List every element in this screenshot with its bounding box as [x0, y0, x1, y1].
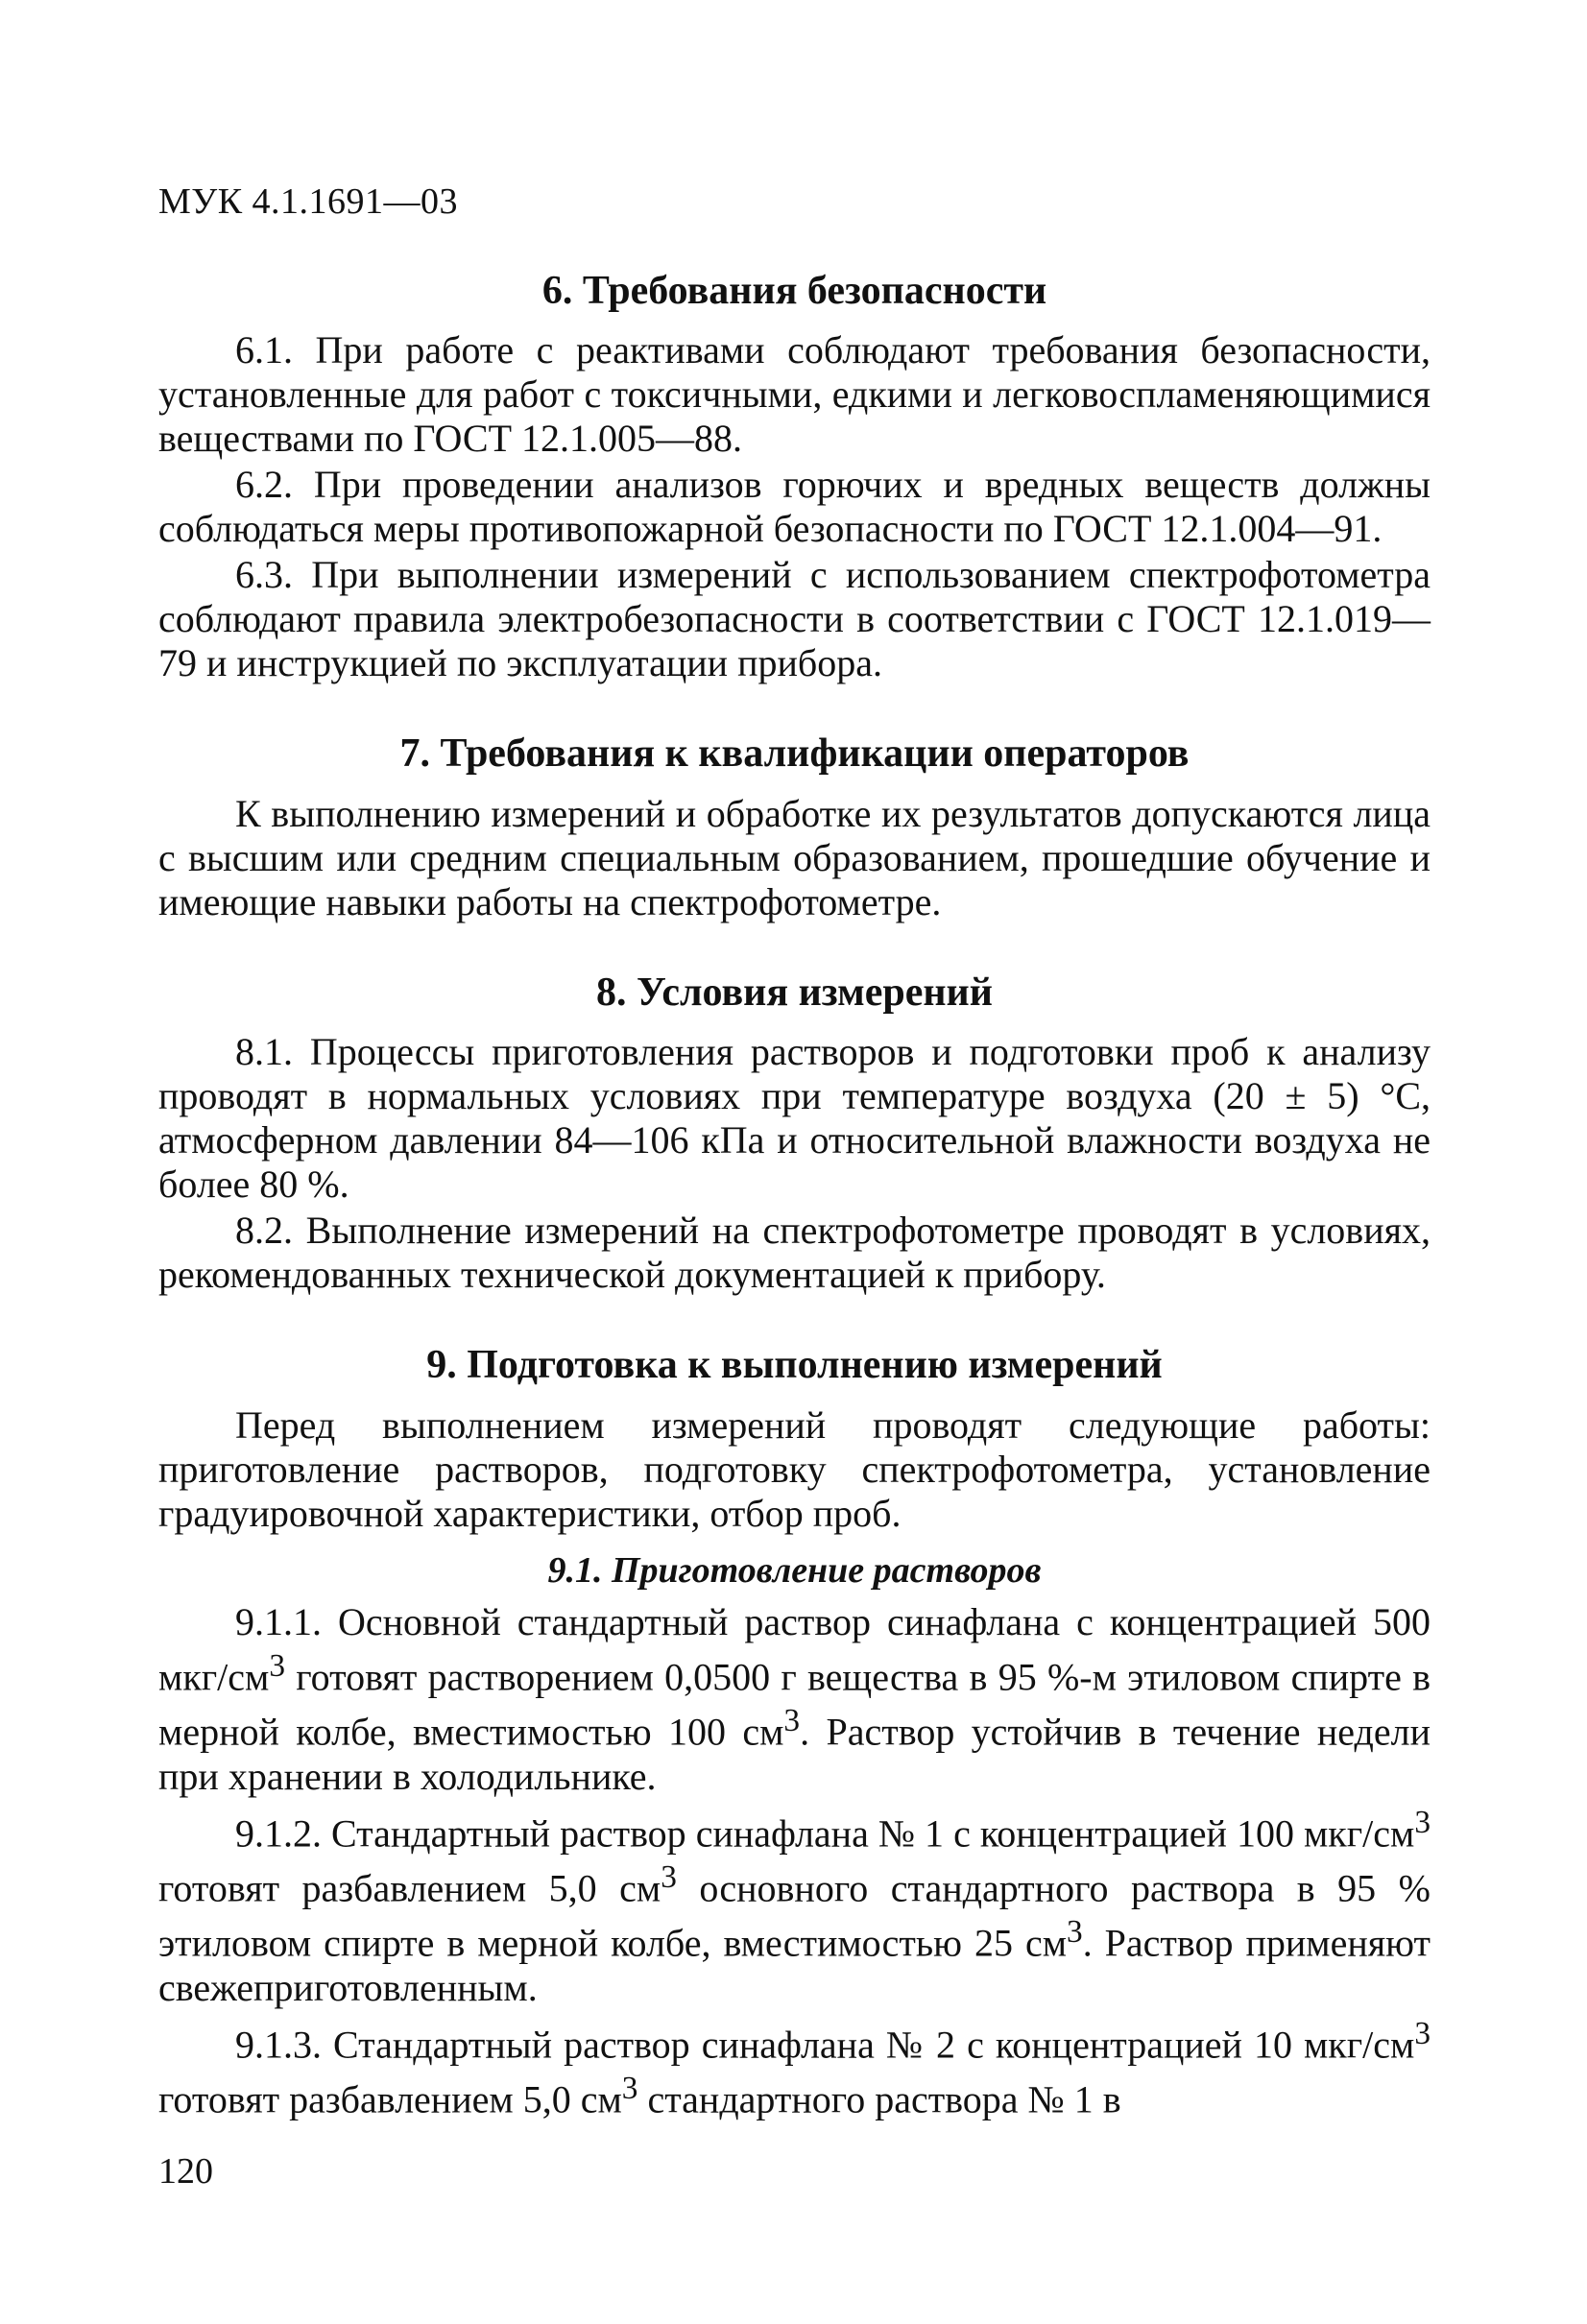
document-header: МУК 4.1.1691—03 [158, 181, 459, 222]
subsection-9-1-title: 9.1. Приготовление растворов [547, 1549, 1042, 1591]
section-6-title: 6. Требования безопасности [541, 269, 1047, 313]
paragraph-9-1-3-part-a: 9.1.3. Стандартный раствор синафлана № 2 с концентрацией 10 мкг/см [235, 2023, 1415, 2067]
paragraph-9-1-2 [158, 1801, 1431, 2010]
section-6-paragraph-3: 6.3. При выполнении измерений с использованием спектрофотометра соблюдают правила электробезопасности в соответствии с ГОСТ 12.1.019—79 и инструкцией по эксплуатации прибора. [158, 553, 1431, 685]
paragraph-9-1-2-part-d: . Раствор применяют свежеприготовленным. [158, 1921, 1431, 2009]
paragraph-9-1-1-part-c: . Раствор устойчив в течение недели при хранении в холодильнике. [158, 1710, 1431, 1798]
section-6-paragraph-2: 6.2. При проведении анализов горючих и вредных веществ должны соблюдаться меры противопожарной безопасности по ГОСТ 12.1.004—91. [158, 463, 1431, 551]
document-page [158, 154, 1431, 2123]
section-9-title: 9. Подготовка к выполнению измерений [426, 1343, 1163, 1388]
superscript: 3 [661, 1859, 677, 1896]
section-7-title: 7. Требования к квалификации операторов [399, 731, 1190, 777]
paragraph-9-1-3-part-b: готовят разбавлением 5,0 см [158, 2077, 622, 2121]
paragraph-9-1-2-part-a: 9.1.2. Стандартный раствор синафлана № 1 с концентрацией 100 мкг/см [235, 1811, 1415, 1856]
superscript: 3 [269, 1648, 286, 1685]
paragraph-9-1-1-part-b: готовят растворением 0,0500 г вещества в 95 %-м этиловом спирте в мерной колбе, вместимостью 100 см [158, 1655, 1431, 1754]
page-number: 120 [158, 2151, 213, 2192]
section-8-paragraph-2: 8.2. Выполнение измерений на спектрофотометре проводят в условиях, рекомендованных технической документацией к прибору. [158, 1209, 1431, 1297]
section-8-paragraph-1: 8.1. Процессы приготовления растворов и подготовки проб к анализу проводят в нормальных условиях при температуре воздуха (20 ± 5) °С, атмосферном давлении 84—106 кПа и относительной влажности воздуха не более 80 %. [158, 1030, 1431, 1207]
section-7-paragraph-1: К выполнению измерений и обработке их результатов допускаются лица с высшим или средним специальным образованием, прошедшие обучение и имеющие навыки работы на спектрофотометре. [158, 791, 1431, 923]
paragraph-9-1-3 [158, 2012, 1431, 2122]
paragraph-9-1-3-part-c: стандартного раствора № 1 в [637, 2077, 1121, 2121]
paragraph-9-1-1 [158, 1600, 1431, 1799]
paragraph-9-1-2-part-b: готовят разбавлением 5,0 см [158, 1866, 661, 1910]
paragraph-9-1-1-part-a: 9.1.1. Основной стандартный раствор синафлана с концентрацией 500 мкг/см [158, 1600, 1431, 1699]
superscript: 3 [621, 2071, 638, 2107]
section-9-paragraph-1: Перед выполнением измерений проводят следующие работы: приготовление растворов, подготовку спектрофотометра, установление градуировочной характеристики, отбор проб. [158, 1402, 1431, 1535]
superscript: 3 [1067, 1914, 1083, 1951]
section-6-paragraph-1: 6.1. При работе с реактивами соблюдают требования безопасности, установленные для работ с токсичными, едкими и легковоспламеняющимися веществами по ГОСТ 12.1.005—88. [158, 328, 1431, 461]
superscript: 3 [1414, 1804, 1431, 1840]
superscript: 3 [1414, 2015, 1431, 2051]
section-8-title: 8. Условия измерений [596, 970, 993, 1015]
paragraph-9-1-2-part-c: основного стандартного раствора в 95 % этиловом спирте в мерной колбе, вместимостью 25 см [158, 1866, 1431, 1965]
superscript: 3 [783, 1703, 801, 1739]
